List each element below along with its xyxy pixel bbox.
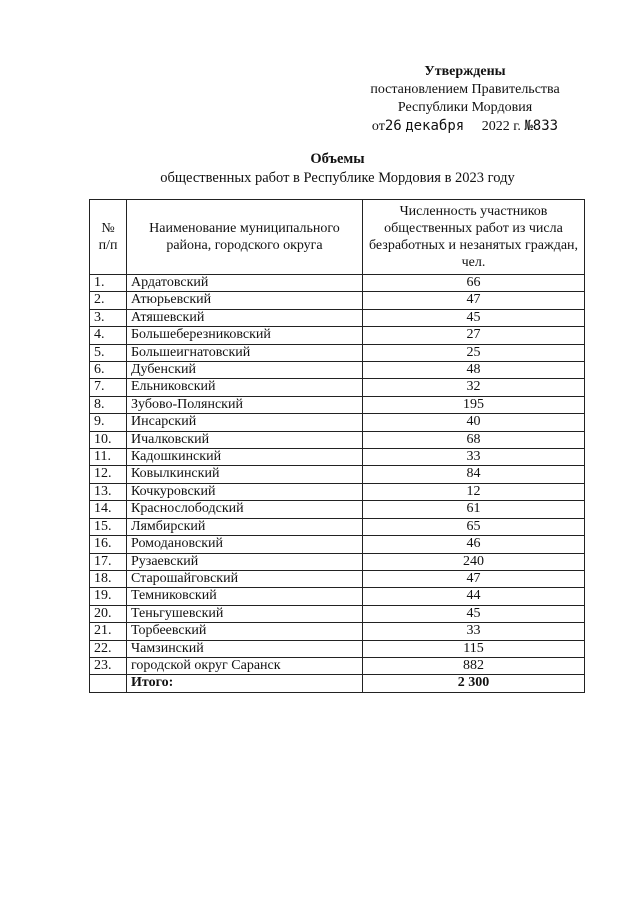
row-value: 68 [363, 431, 585, 448]
row-number: 6. [90, 362, 127, 379]
document-number: №833 [524, 118, 559, 134]
table-row [90, 449, 585, 466]
row-value: 66 [363, 275, 585, 292]
table-row [90, 657, 585, 674]
volumes-table [89, 199, 585, 693]
header-count: Численность участников общественных работ из числа безработных и незанятых граждан, чел. [363, 200, 585, 275]
row-value: 33 [363, 449, 585, 466]
row-number: 22. [90, 640, 127, 657]
row-value: 240 [363, 553, 585, 570]
approval-date-line [355, 117, 575, 136]
table-row [90, 327, 585, 344]
row-number: 16. [90, 536, 127, 553]
table-row [90, 431, 585, 448]
table-row [90, 536, 585, 553]
row-number: 20. [90, 605, 127, 622]
table-row [90, 640, 585, 657]
heading-subtitle: общественных работ в Республике Мордовия в 2023 году [160, 170, 515, 186]
row-value: 27 [363, 327, 585, 344]
row-number: 19. [90, 588, 127, 605]
table-row [90, 553, 585, 570]
row-value: 32 [363, 379, 585, 396]
total-row [90, 675, 585, 692]
document-heading [90, 150, 585, 188]
row-name: Ковылкинский [127, 466, 363, 483]
approval-title: Утверждены [424, 64, 506, 79]
row-value: 45 [363, 605, 585, 622]
row-value: 115 [363, 640, 585, 657]
row-name: Зубово-Полянский [127, 396, 363, 413]
row-number: 14. [90, 501, 127, 518]
row-name: Лямбирский [127, 518, 363, 535]
row-value: 48 [363, 362, 585, 379]
table-row [90, 344, 585, 361]
row-value: 33 [363, 623, 585, 640]
table-row [90, 275, 585, 292]
row-value: 44 [363, 588, 585, 605]
row-number: 1. [90, 275, 127, 292]
date-prefix: от [371, 119, 385, 134]
table-row [90, 483, 585, 500]
row-name: городской округ Саранск [127, 657, 363, 674]
row-name: Старошайговский [127, 570, 363, 587]
row-name: Атюрьевский [127, 292, 363, 309]
row-value: 882 [363, 657, 585, 674]
row-number: 12. [90, 466, 127, 483]
row-number: 10. [90, 431, 127, 448]
row-name: Инсарский [127, 414, 363, 431]
row-value: 47 [363, 292, 585, 309]
approval-block [355, 63, 575, 136]
row-name: Темниковский [127, 588, 363, 605]
row-number: 8. [90, 396, 127, 413]
row-name: Ельниковский [127, 379, 363, 396]
row-name: Кадошкинский [127, 449, 363, 466]
date-month: декабря [405, 118, 465, 134]
header-name: Наименование муниципального района, городского округа [127, 200, 363, 275]
total-num-cell [90, 675, 127, 692]
table-row [90, 379, 585, 396]
approval-line-1: постановлением Правительства [370, 82, 560, 97]
table-row [90, 588, 585, 605]
row-number: 9. [90, 414, 127, 431]
row-value: 84 [363, 466, 585, 483]
header-num: № п/п [90, 200, 127, 275]
row-number: 15. [90, 518, 127, 535]
table-row [90, 362, 585, 379]
row-value: 65 [363, 518, 585, 535]
row-number: 2. [90, 292, 127, 309]
row-value: 61 [363, 501, 585, 518]
row-number: 5. [90, 344, 127, 361]
row-value: 25 [363, 344, 585, 361]
row-name: Большеберезниковский [127, 327, 363, 344]
row-name: Рузаевский [127, 553, 363, 570]
table-row [90, 309, 585, 326]
row-name: Краснослободский [127, 501, 363, 518]
approval-line-2: Республики Мордовия [397, 100, 533, 115]
row-name: Кочкуровский [127, 483, 363, 500]
row-number: 23. [90, 657, 127, 674]
row-number: 11. [90, 449, 127, 466]
row-name: Ардатовский [127, 275, 363, 292]
row-name: Ичалковский [127, 431, 363, 448]
table-row [90, 501, 585, 518]
date-year: 2022 г. [481, 119, 521, 134]
row-name: Торбеевский [127, 623, 363, 640]
row-number: 3. [90, 309, 127, 326]
total-value: 2 300 [363, 675, 585, 692]
row-number: 18. [90, 570, 127, 587]
row-value: 40 [363, 414, 585, 431]
row-number: 21. [90, 623, 127, 640]
table-row [90, 466, 585, 483]
row-name: Атяшевский [127, 309, 363, 326]
heading-title: Объемы [310, 151, 365, 167]
row-number: 4. [90, 327, 127, 344]
table-row [90, 518, 585, 535]
date-day: 26 [384, 118, 402, 134]
table-row [90, 605, 585, 622]
table-header-row [90, 200, 585, 275]
row-number: 17. [90, 553, 127, 570]
row-value: 195 [363, 396, 585, 413]
row-value: 12 [363, 483, 585, 500]
table-row [90, 570, 585, 587]
row-value: 47 [363, 570, 585, 587]
row-name: Чамзинский [127, 640, 363, 657]
table-row [90, 414, 585, 431]
row-value: 46 [363, 536, 585, 553]
row-name: Дубенский [127, 362, 363, 379]
row-value: 45 [363, 309, 585, 326]
table-row [90, 623, 585, 640]
row-number: 13. [90, 483, 127, 500]
row-name: Ромодановский [127, 536, 363, 553]
row-name: Большеигнатовский [127, 344, 363, 361]
table-row [90, 396, 585, 413]
row-name: Теньгушевский [127, 605, 363, 622]
row-number: 7. [90, 379, 127, 396]
total-label: Итого: [127, 675, 363, 692]
table-row [90, 292, 585, 309]
